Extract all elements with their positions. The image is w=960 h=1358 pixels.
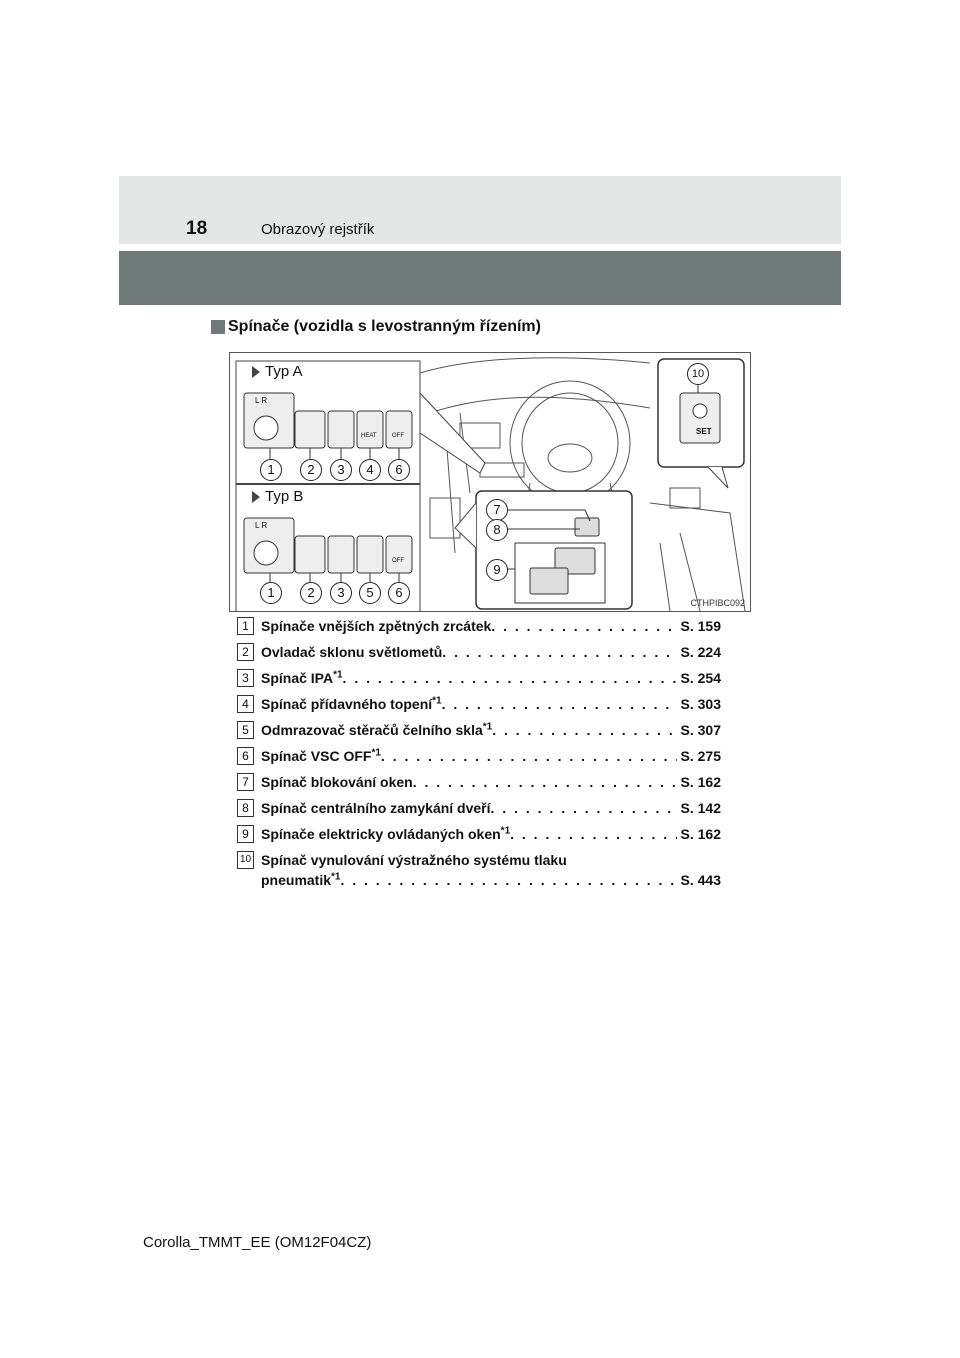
- page-link[interactable]: S. 142: [680, 800, 721, 816]
- list-item: [237, 822, 727, 848]
- callout-2b: 2: [300, 582, 322, 604]
- item-label: Odmrazovač stěračů čelního skla$^{*1}$: [261, 721, 493, 738]
- item-number: 3: [237, 669, 254, 687]
- square-bullet-icon: [211, 320, 225, 334]
- item-label: Spínač IPA$^{*1}$: [261, 669, 343, 686]
- callout-3a: 3: [330, 459, 352, 481]
- page-link[interactable]: S. 275: [680, 748, 721, 764]
- page-number: 18: [186, 218, 208, 239]
- callout-8: 8: [486, 519, 508, 541]
- switches-illustration: [229, 352, 751, 612]
- callout-2a: 2: [300, 459, 322, 481]
- mirror-lr-text: L R: [255, 396, 268, 405]
- item-number: 8: [237, 799, 254, 817]
- item-label: Spínač přídavného topení$^{*1}$: [261, 695, 442, 712]
- callout-1a: 1: [260, 459, 282, 481]
- item-number: 2: [237, 643, 254, 661]
- figure-code: CTHPIBC092: [690, 598, 745, 608]
- page-link[interactable]: S. 159: [680, 618, 721, 634]
- list-item: [237, 796, 727, 822]
- callout-4a: 4: [359, 459, 381, 481]
- subsection-title: Spínače (vozidla s levostranným řízením): [228, 318, 541, 335]
- list-item: [237, 718, 727, 744]
- type-a-text: Typ A: [265, 363, 303, 380]
- callout-1b: 1: [260, 582, 282, 604]
- list-item: [237, 640, 727, 666]
- callout-9: 9: [486, 559, 508, 581]
- page-link[interactable]: S. 307: [680, 722, 721, 738]
- item-number: 1: [237, 617, 254, 635]
- callout-6a: 6: [388, 459, 410, 481]
- list-item: [237, 666, 727, 692]
- section-title: Obrazový rejstřík: [261, 221, 375, 238]
- item-label: Spínače vnějších zpětných zrcátek: [261, 618, 492, 634]
- mirror-lr-text-b: L R: [255, 521, 268, 530]
- list-item: [237, 770, 727, 796]
- item-number: 5: [237, 721, 254, 739]
- item-label-line1: Spínač vynulování výstražného systému tlaku: [261, 852, 567, 868]
- callout-6b: 6: [388, 582, 410, 604]
- heat-text: HEAT: [361, 433, 377, 439]
- page-link[interactable]: S. 443: [680, 872, 721, 888]
- callout-7: 7: [486, 499, 508, 521]
- page-link[interactable]: S. 162: [680, 774, 721, 790]
- list-item: [237, 614, 727, 640]
- item-label: pneumatik$^{*1}$: [261, 871, 341, 888]
- item-label: Spínače elektricky ovládaných oken$^{*1}$: [261, 825, 511, 842]
- item-number: 9: [237, 825, 254, 843]
- callout-5b: 5: [359, 582, 381, 604]
- item-label: Spínač VSC OFF$^{*1}$: [261, 747, 381, 764]
- callout-3b: 3: [330, 582, 352, 604]
- page-link[interactable]: S. 254: [680, 670, 721, 686]
- header-band: [119, 251, 841, 305]
- off-text-a: OFF: [392, 433, 404, 439]
- page-link[interactable]: S. 303: [680, 696, 721, 712]
- item-number: 6: [237, 747, 254, 765]
- type-b-label: [252, 488, 303, 505]
- type-b-text: Typ B: [265, 488, 304, 505]
- item-label: Spínač blokování oken: [261, 774, 413, 790]
- set-text: SET: [696, 427, 712, 436]
- list-item: [237, 848, 727, 892]
- item-number: 7: [237, 773, 254, 791]
- triangle-icon: [252, 491, 260, 503]
- item-label: Ovladač sklonu světlometů: [261, 644, 443, 660]
- subsection-heading: [211, 318, 541, 336]
- type-a-label: [252, 363, 303, 380]
- callout-10: 10: [687, 363, 709, 385]
- footer-manual-id: Corolla_TMMT_EE (OM12F04CZ): [143, 1234, 372, 1251]
- header-bar: [119, 176, 841, 244]
- switch-index-list: [237, 614, 727, 892]
- list-item: [237, 692, 727, 718]
- list-item: [237, 744, 727, 770]
- off-text-b: OFF: [392, 558, 404, 564]
- item-number: 4: [237, 695, 254, 713]
- item-number: 10: [237, 851, 254, 869]
- item-label: Spínač centrálního zamykání dveří: [261, 800, 491, 816]
- page-link[interactable]: S. 162: [680, 826, 721, 842]
- triangle-icon: [252, 366, 260, 378]
- page-link[interactable]: S. 224: [680, 644, 721, 660]
